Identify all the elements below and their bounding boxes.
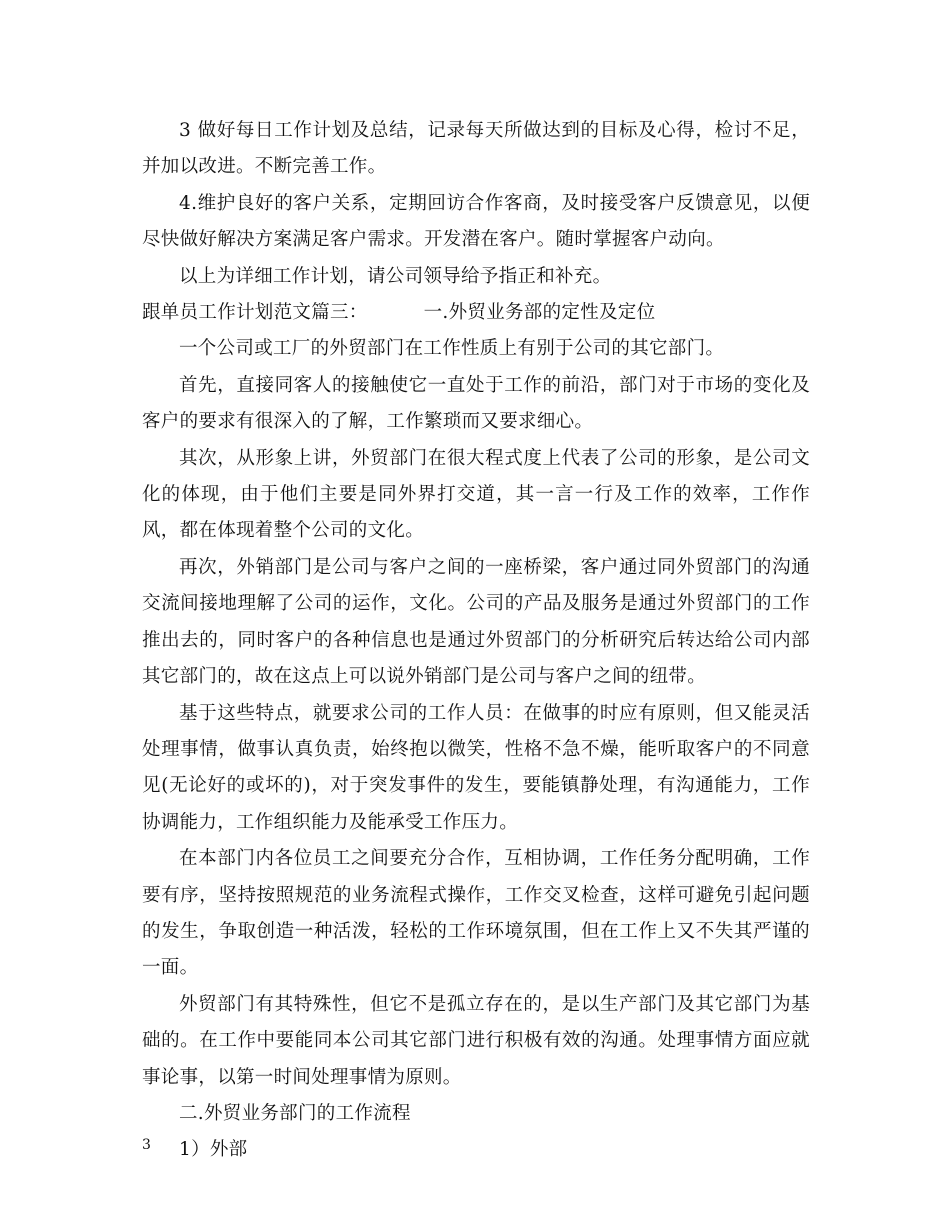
document-body [142, 113, 810, 1169]
subheading-workflow: 二.外贸业务部门的工作流程 [179, 1102, 411, 1124]
paragraph-intro: 一个公司或工厂的外贸部门在工作性质上有别于公司的其它部门。 [179, 338, 725, 360]
paragraph-closing-note: 以上为详细工作计划，请公司领导给予指正和补充。 [179, 265, 612, 287]
page-number: 3 [142, 1137, 151, 1153]
section-heading-title: 跟单员工作计划范文篇三： [142, 302, 368, 324]
paragraph-daily-plan: 3 做好每日工作计划及总结，记录每天所做达到的目标及心得，检讨不足，并加以改进。不断完善工作。 [142, 120, 810, 178]
paragraph-first: 首先，直接同客人的接触使它一直处于工作的前沿，部门对于市场的变化及客户的要求有很深入的了解，工作繁琐而又要求细心。 [142, 374, 810, 433]
section-heading-subtitle: 一.外贸业务部的定性及定位 [423, 302, 656, 324]
paragraph-requirements: 基于这些特点，就要求公司的工作人员：在做事的时应有原则，但又能灵活处理事情，做事认真负责，始终抱以微笑，性格不急不燥，能听取客户的不同意见(无论好的或坏的)，对于突发事件的发生，要能镇静处理，有沟通能力，工作协调能力，工作组织能力及能承受工作压力。 [142, 702, 810, 833]
paragraph-second: 其次，从形象上讲，外贸部门在很大程式度上代表了公司的形象，是公司文化的体现，由于他们主要是同外界打交道，其一言一行及工作的效率，工作作风，都在体现着整个公司的文化。 [142, 447, 810, 542]
paragraph-department-nature: 外贸部门有其特殊性，但它不是孤立存在的，是以生产部门及其它部门为基础的。在工作中要能同本公司其它部门进行积极有效的沟通。处理事情方面应就事论事，以第一时间处理事情为原则。 [142, 993, 810, 1088]
paragraph-customer-relations: 4.维护良好的客户关系，定期回访合作客商，及时接受客户反馈意见，以便尽快做好解决方案满足客户需求。开发潜在客户。随时掌握客户动向。 [142, 192, 810, 251]
paragraph-teamwork: 在本部门内各位员工之间要充分合作，互相协调，工作任务分配明确，工作要有序，坚持按照规范的业务流程式操作，工作交叉检查，这样可避免引起问题的发生，争取创造一种活泼，轻松的工作环境氛围，但在工作上又不失其严谨的一面。 [142, 848, 810, 979]
list-item-external: 1）外部 [179, 1139, 248, 1161]
section-heading [142, 295, 810, 331]
paragraph-third: 再次，外销部门是公司与客户之间的一座桥梁，客户通过同外贸部门的沟通交流间接地理解了公司的运作，文化。公司的产品及服务是通过外贸部门的工作推出去的，同时客户的各种信息也是通过外贸部门的分析研究后转达给公司内部其它部门的，故在这点上可以说外销部门是公司与客户之间的纽带。 [142, 556, 810, 688]
